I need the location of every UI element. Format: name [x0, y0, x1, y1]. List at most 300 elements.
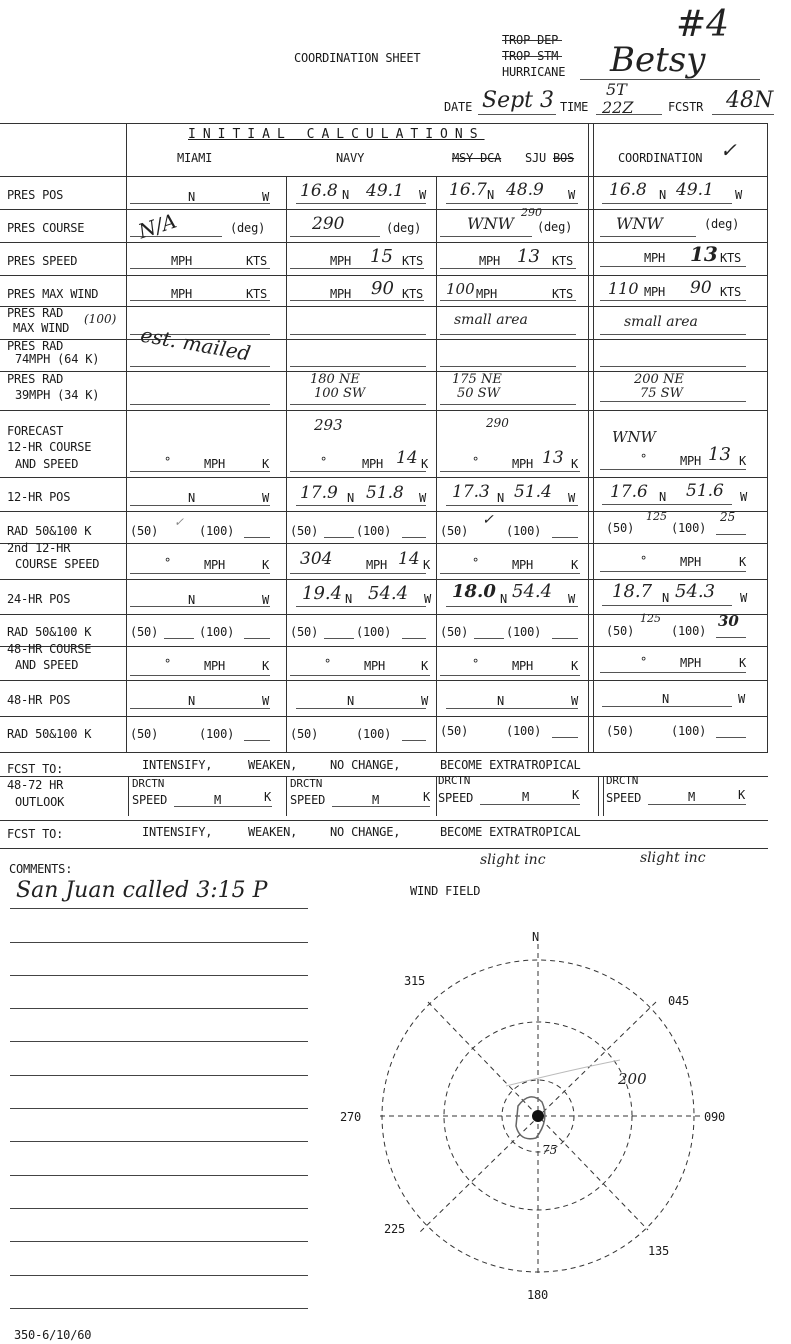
blank [600, 469, 746, 470]
fcst-nochange-1: NO CHANGE, [330, 758, 401, 772]
miami-48c-deg: ° [164, 657, 172, 671]
fcst-weaken-1: WEAKEN, [248, 758, 298, 772]
sju-48-w: W [571, 694, 579, 708]
blank [440, 573, 580, 574]
coord-pos-w: W [735, 188, 743, 202]
strike-trop-dep [502, 40, 562, 41]
blank [290, 366, 426, 367]
type-hurricane: HURRICANE [502, 65, 566, 79]
sju-out-speed: SPEED [438, 791, 474, 805]
sju-speed-mph: MPH [479, 254, 501, 268]
comments-label: COMMENTS: [9, 862, 73, 876]
blank [552, 537, 578, 538]
blank [164, 638, 194, 639]
coord-rad-39-a: 200 NE [634, 372, 684, 387]
blank [440, 236, 532, 237]
sju-wind-value: 100 [446, 280, 475, 298]
coord-out-m: M [688, 790, 696, 804]
col-coordination: COORDINATION [618, 151, 703, 165]
navy-wind-value: 90 [371, 278, 394, 299]
comment-line [10, 1275, 308, 1276]
sju-2-k: K [571, 558, 579, 572]
blank [244, 537, 270, 538]
blank [130, 573, 270, 574]
sju-12-n: N [497, 491, 505, 505]
coord-out-k: K [738, 788, 746, 802]
navy-24-w: W [424, 592, 432, 606]
sju-course-deg-value: 290 [521, 206, 542, 219]
sju-wind-kts: KTS [552, 287, 574, 301]
fcstr-label: FCSTR [668, 100, 704, 114]
fcstr-value: 48N [726, 88, 774, 113]
miami-out-speed: SPEED [132, 793, 168, 807]
navy-pos-n-value: 16.8 [300, 181, 338, 201]
sju-2-deg: ° [472, 556, 480, 570]
blank [130, 203, 270, 204]
time-value: 22Z [602, 98, 634, 117]
comment-line [10, 975, 308, 976]
wind-label-090: 090 [704, 1110, 726, 1124]
miami-r50: (50) [130, 524, 159, 538]
coord-12-w-value: 51.6 [686, 481, 724, 501]
label-rad-b: RAD 50&100 K [7, 625, 92, 639]
grid-col2 [286, 176, 287, 753]
coord-24-n-value: 18.7 [612, 581, 653, 602]
coord-48-w: W [738, 692, 746, 706]
blank [324, 638, 354, 639]
navy-drctn: DRCTN [290, 777, 323, 790]
blank [332, 806, 430, 807]
date-value: Sept 3 [482, 88, 555, 113]
blank [130, 404, 270, 405]
blank [130, 505, 270, 506]
outlook-label-1: 48-72 HR [7, 778, 64, 792]
fcst-to-label-2: FCST TO: [7, 827, 64, 841]
coord-24-w-value: 54.3 [675, 581, 716, 602]
navy-48-n: N [347, 694, 355, 708]
miami-r100: (100) [199, 524, 235, 538]
blank [290, 268, 424, 269]
label-rad-max-2: MAX WIND [13, 321, 70, 335]
label-rad-74-2: 74MPH (64 K) [15, 352, 100, 366]
coord-r100-b-value: 30 [718, 612, 739, 630]
navy-wind-mph: MPH [330, 287, 352, 301]
grid-col4b [593, 123, 594, 753]
row-line [0, 339, 768, 340]
outlook-col [436, 776, 437, 816]
sju-rad-max-value: small area [454, 312, 528, 328]
sju-r100-c: (100) [506, 724, 542, 738]
sju-drctn: DRCTN [438, 774, 471, 787]
wind-label-315: 315 [404, 974, 426, 988]
sju-fc-mph: MPH [512, 457, 534, 471]
comment-line [10, 1241, 308, 1242]
blank [446, 203, 578, 204]
coord-pos-n-value: 16.8 [609, 180, 647, 200]
blank [244, 740, 270, 741]
navy-48c-deg: ° [324, 657, 332, 671]
navy-pos-w: W [419, 188, 427, 202]
miami-fc-deg: ° [164, 455, 172, 469]
blank [648, 804, 746, 805]
miami-24-n: N [188, 593, 196, 607]
comment-line [10, 1175, 308, 1176]
row-line [0, 209, 768, 210]
coord-48c-k: K [739, 656, 747, 670]
blank [552, 638, 578, 639]
coord-r50: (50) [606, 521, 635, 535]
coord-r100-a-value: 25 [720, 510, 736, 524]
coord-check: ✓ [720, 138, 737, 162]
navy-12-n: N [347, 491, 355, 505]
navy-rad-39-b: 100 SW [314, 386, 366, 401]
comment-line [10, 908, 308, 909]
coord-24-w: W [740, 591, 748, 605]
coord-drctn: DRCTN [606, 774, 639, 787]
blank [600, 366, 746, 367]
miami-drctn: DRCTN [132, 777, 165, 790]
miami-pos-w: W [262, 190, 270, 204]
blank [600, 236, 696, 237]
time-label: TIME [560, 100, 589, 114]
wind-value-75: 75 [542, 1143, 558, 1157]
miami-fc-k: K [262, 457, 270, 471]
date-label: DATE [444, 100, 473, 114]
label-pres-pos: PRES POS [7, 188, 64, 202]
row-line [0, 646, 768, 647]
label-rad-a: RAD 50&100 K [7, 524, 92, 538]
comment-line [10, 1108, 308, 1109]
fcst-weaken-2: WEAKEN, [248, 825, 298, 839]
coord-r100: (100) [671, 521, 707, 535]
sju-24-w: W [568, 592, 576, 606]
wind-label-225: 225 [384, 1222, 406, 1236]
coord-wind-mph: MPH [644, 285, 666, 299]
navy-out-k: K [423, 790, 431, 804]
sju-r100: (100) [506, 524, 542, 538]
sju-r50-check: ✓ [482, 512, 494, 528]
navy-pos-w-value: 49.1 [366, 181, 404, 201]
sju-rad-39-b: 50 SW [457, 386, 500, 401]
navy-24-n-value: 19.4 [302, 583, 343, 604]
miami-rad-74-value: est. mailed [138, 322, 253, 366]
navy-12-w-value: 51.8 [366, 483, 404, 503]
type-trop-stm: TROP STM [502, 49, 559, 63]
coord-48c-deg: ° [640, 655, 648, 669]
sju-fc-course: 290 [486, 416, 509, 430]
col-miami: MIAMI [177, 151, 213, 165]
grid-top [0, 123, 768, 124]
navy-speed-value: 15 [370, 246, 393, 267]
navy-2-speed: 14 [398, 549, 420, 569]
comment-line [10, 1208, 308, 1209]
row-line [0, 579, 768, 580]
blank [600, 672, 746, 673]
miami-wind-mph: MPH [171, 287, 193, 301]
row-line [0, 410, 768, 411]
outlook-col [598, 776, 599, 816]
sju-12-w-value: 51.4 [514, 482, 552, 502]
miami-r100-c: (100) [199, 727, 235, 741]
miami-speed-kts: KTS [246, 254, 268, 268]
coord-12-n: N [659, 490, 667, 504]
row-line [0, 306, 768, 307]
coord-rad-max-value: small area [624, 314, 698, 330]
miami-48-w: W [262, 694, 270, 708]
fcst-to-label-1: FCST TO: [7, 762, 64, 776]
navy-r100: (100) [356, 524, 392, 538]
sju-fc-k: K [571, 457, 579, 471]
fcst-become-2: BECOME EXTRATROPICAL [440, 825, 581, 839]
blank [130, 268, 270, 269]
sju-wind-mph: MPH [476, 287, 498, 301]
label-48-course-1: 48-HR COURSE [7, 642, 92, 656]
coord-course-deg: (deg) [704, 217, 740, 231]
coord-12-w: W [740, 490, 748, 504]
label-rad-39-2: 39MPH (34 K) [15, 388, 100, 402]
sju-course-deg: (deg) [537, 220, 573, 234]
miami-12-w: W [262, 491, 270, 505]
fcst-nochange-2: NO CHANGE, [330, 825, 401, 839]
wind-value-200: 200 [618, 1070, 647, 1088]
col-navy: NAVY [336, 151, 365, 165]
label-2nd-12-2: COURSE SPEED [15, 557, 100, 571]
blank [600, 334, 746, 335]
blank [446, 606, 578, 607]
navy-out-m: M [372, 793, 380, 807]
coord-course-value: WNW [616, 214, 663, 233]
blank [174, 806, 272, 807]
coord-fc-k: K [739, 454, 747, 468]
date-line [478, 114, 556, 115]
blank [440, 334, 576, 335]
comment-line [10, 1041, 308, 1042]
sju-24-n-value: 18.0 [452, 581, 496, 602]
blank [600, 571, 746, 572]
coord-2-mph: MPH [680, 555, 702, 569]
grid-heading-bottom [0, 176, 768, 177]
coord-fc-mph: MPH [680, 454, 702, 468]
row-line [0, 716, 768, 717]
blank [602, 203, 732, 204]
row-line [0, 820, 768, 821]
blank [130, 675, 270, 676]
slight-inc-1: slight inc [480, 852, 546, 868]
blank [402, 638, 426, 639]
outlook-col [286, 776, 287, 816]
miami-48c-k: K [262, 659, 270, 673]
sju-out-m: M [522, 790, 530, 804]
wind-field-title: WIND FIELD [410, 884, 481, 898]
row-line [0, 848, 768, 849]
outlook-label-2: OUTLOOK [15, 795, 65, 809]
navy-course-deg: (deg) [386, 221, 422, 235]
miami-r50-b: (50) [130, 625, 159, 639]
sju-course-value: WNW [467, 214, 514, 233]
blank [716, 737, 746, 738]
row-line [0, 275, 768, 276]
blank [402, 740, 426, 741]
fcst-intensify-2: INTENSIFY, [142, 825, 213, 839]
miami-2-mph: MPH [204, 558, 226, 572]
blank [244, 638, 270, 639]
label-pres-speed: PRES SPEED [7, 254, 78, 268]
blank [446, 708, 578, 709]
sju-24-n: N [500, 592, 508, 606]
navy-rad-39-a: 180 NE [310, 372, 360, 387]
blank [296, 203, 426, 204]
blank [290, 236, 380, 237]
wind-label-045: 045 [668, 994, 690, 1008]
grid-right [767, 123, 768, 753]
wind-label-270: 270 [340, 1110, 362, 1124]
sju-speed-value: 13 [517, 246, 540, 267]
label-forecast-2: 12-HR COURSE [7, 440, 92, 454]
coord-fc-course: WNW [612, 428, 656, 446]
storm-name: Betsy [610, 40, 706, 80]
miami-r50-c: (50) [130, 727, 159, 741]
row-line [0, 242, 768, 243]
blank [324, 537, 354, 538]
blank [602, 706, 732, 707]
blank [600, 300, 746, 301]
coord-r50-b: (50) [606, 624, 635, 638]
col-sju-struck1: MSY-DCA [452, 151, 502, 165]
navy-12-n-value: 17.9 [300, 483, 338, 503]
wind-label-135: 135 [648, 1244, 670, 1258]
fcst-intensify-1: INTENSIFY, [142, 758, 213, 772]
strike-trop-stm [502, 56, 562, 57]
outlook-col [603, 776, 604, 816]
miami-24-w: W [262, 593, 270, 607]
navy-fc-k: K [421, 457, 429, 471]
navy-24-n: N [345, 592, 353, 606]
label-24hr-pos: 24-HR POS [7, 592, 71, 606]
coord-48-n: N [662, 692, 670, 706]
coord-out-speed: SPEED [606, 791, 642, 805]
coord-pos-n: N [659, 188, 667, 202]
label-2nd-12-1: 2nd 12-HR [7, 541, 71, 555]
navy-48c-mph: MPH [364, 659, 386, 673]
sju-pos-w: W [568, 188, 576, 202]
navy-2-k: K [423, 558, 431, 572]
label-rad-39-1: PRES RAD [7, 372, 64, 386]
sju-r50-c: (50) [440, 724, 469, 738]
grid-col3 [436, 176, 437, 753]
blank [600, 266, 746, 267]
blank [296, 606, 426, 607]
col-sju-struck2: BOS [553, 151, 575, 165]
label-12hr-pos: 12-HR POS [7, 490, 71, 504]
navy-r100-b: (100) [356, 625, 392, 639]
coord-fc-deg: ° [640, 452, 648, 466]
navy-2-mph: MPH [366, 558, 388, 572]
type-trop-dep: TROP DEP [502, 33, 559, 47]
miami-course-value: N/A [135, 208, 180, 244]
coord-r100-b: (100) [671, 624, 707, 638]
outlook-top [0, 776, 768, 777]
navy-r50-b: (50) [290, 625, 319, 639]
miami-2-k: K [262, 558, 270, 572]
comment-line [10, 1141, 308, 1142]
miami-wind-kts: KTS [246, 287, 268, 301]
sju-2-mph: MPH [512, 558, 534, 572]
sju-48-n: N [497, 694, 505, 708]
navy-fc-speed: 14 [396, 448, 418, 468]
blank [130, 471, 270, 472]
storm-center [532, 1110, 544, 1122]
miami-12-n: N [188, 491, 196, 505]
miami-2-deg: ° [164, 556, 172, 570]
navy-course-value: 290 [312, 214, 345, 234]
label-48hr-pos: 48-HR POS [7, 693, 71, 707]
blank [440, 268, 576, 269]
navy-r100-c: (100) [356, 727, 392, 741]
outlook-col [128, 776, 129, 816]
comment-line [10, 1008, 308, 1009]
navy-2-course: 304 [300, 549, 333, 569]
blank [440, 675, 580, 676]
sju-48c-deg: ° [472, 657, 480, 671]
miami-r100-b: (100) [199, 625, 235, 639]
blank [600, 401, 746, 402]
sju-pos-n-value: 16.7 [449, 180, 487, 200]
slight-inc-2: slight inc [640, 850, 706, 866]
time-line [596, 114, 662, 115]
navy-fc-deg: ° [320, 455, 328, 469]
coord-48c-mph: MPH [680, 656, 702, 670]
coord-r50-c: (50) [606, 724, 635, 738]
sju-speed-kts: KTS [552, 254, 574, 268]
coord-r50-a-value: 125 [646, 510, 667, 523]
sju-24-w-value: 54.4 [512, 581, 553, 602]
coord-fc-speed: 13 [708, 444, 731, 465]
navy-speed-kts: KTS [402, 254, 424, 268]
navy-fc-mph: MPH [362, 457, 384, 471]
row-line [0, 477, 768, 478]
miami-fc-mph: MPH [204, 457, 226, 471]
coord-speed-value: 13 [690, 242, 718, 266]
blank [602, 504, 732, 505]
coord-24-n: N [662, 591, 670, 605]
grid-col1 [126, 123, 127, 753]
navy-wind-kts: KTS [402, 287, 424, 301]
sheet-title: COORDINATION SHEET [294, 51, 421, 65]
blank [290, 404, 426, 405]
label-rad-c: RAD 50&100 K [7, 727, 92, 741]
coord-wind-mph-value: 110 [608, 279, 639, 298]
sju-out-k: K [572, 788, 580, 802]
miami-48c-mph: MPH [204, 659, 226, 673]
grid-col4a [588, 123, 589, 753]
form-code: 350-6/10/60 [14, 1328, 92, 1342]
coord-speed-mph: MPH [644, 251, 666, 265]
sju-12-n-value: 17.3 [452, 482, 490, 502]
sju-fc-speed: 13 [542, 448, 564, 468]
miami-out-m: M [214, 793, 222, 807]
blank [290, 675, 430, 676]
time-value-top: 5T [606, 80, 627, 99]
comment-line [10, 1308, 308, 1309]
sju-pos-w-value: 48.9 [506, 180, 544, 200]
coord-speed-kts: KTS [720, 251, 742, 265]
label-forecast-1: FORECAST [7, 424, 64, 438]
navy-r50-c: (50) [290, 727, 319, 741]
sju-r100-b: (100) [506, 625, 542, 639]
miami-pos-n: N [188, 190, 196, 204]
blank [402, 537, 426, 538]
label-48-course-2: AND SPEED [15, 658, 79, 672]
